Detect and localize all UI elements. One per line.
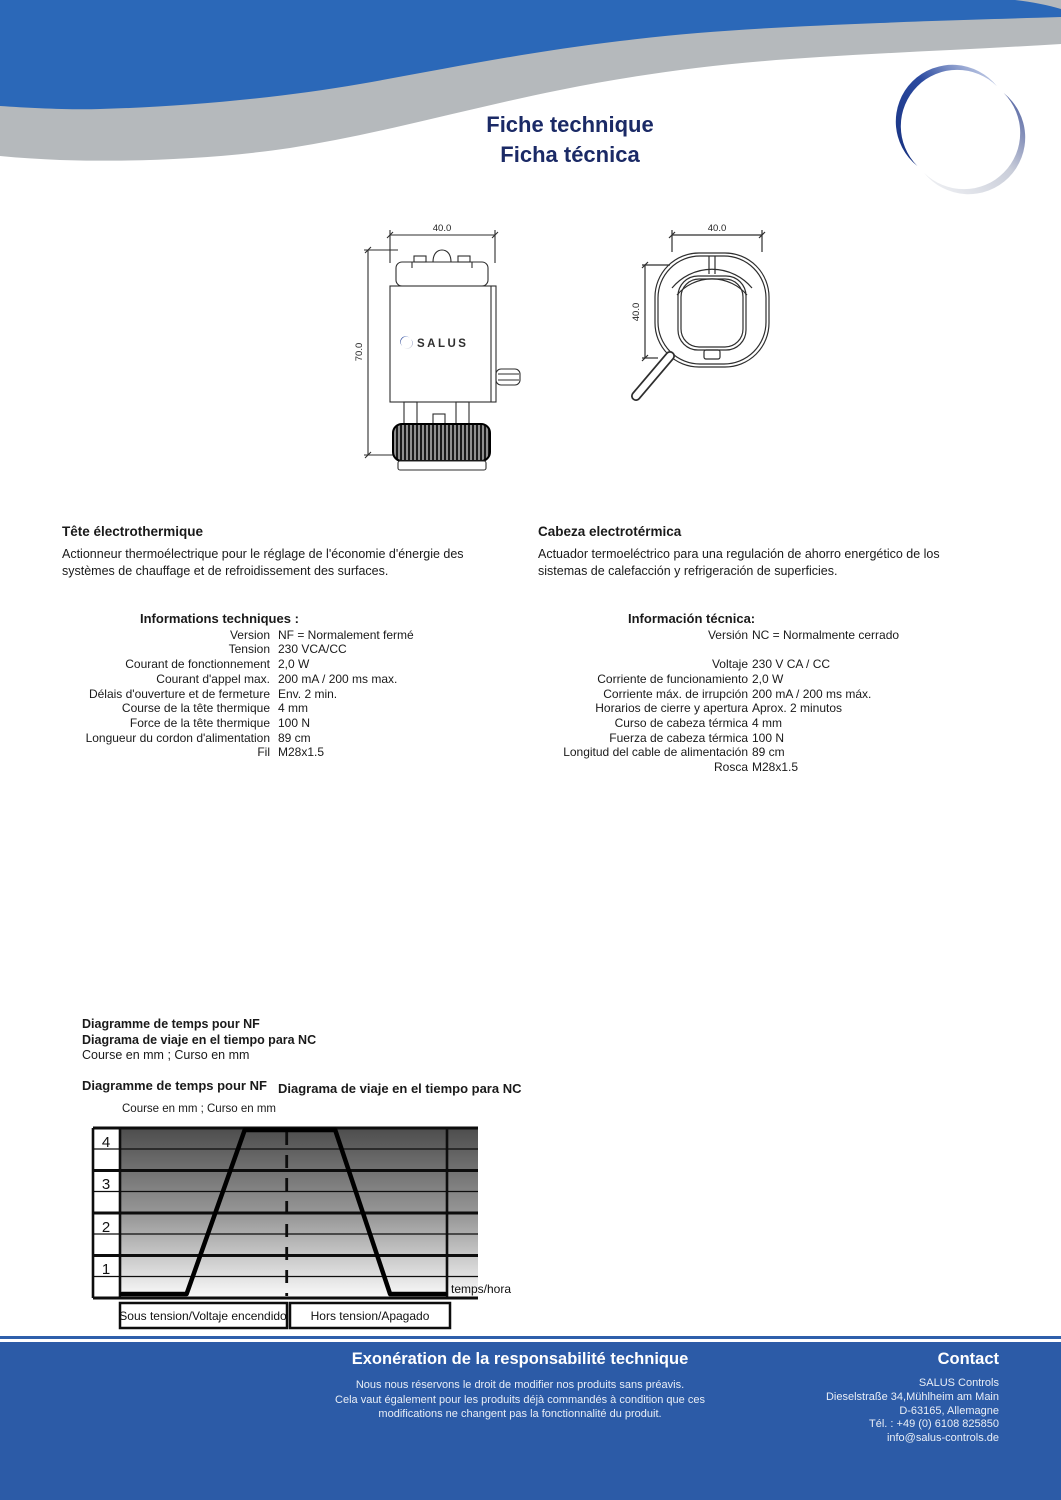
legend-label-on: Sous tension/Voltaje encendido [119, 1309, 287, 1323]
spec-label: Curso de cabeza térmica [614, 715, 748, 730]
spec-value: NC = Normalmente cerrado [752, 627, 900, 642]
diagram-heading-es: Diagrama de viaje en el tiempo para NC [82, 1032, 317, 1047]
contact-line: D-63165, Allemagne [899, 1404, 999, 1417]
section-title-fr: Tête électrothermique [62, 524, 204, 539]
spec-value: 2,0 W [278, 657, 310, 672]
spec-label: Délais d'ouverture et de fermeture [88, 686, 270, 701]
salus-mini-swirl-icon [400, 336, 412, 348]
spec-row [542, 760, 1022, 775]
disclaimer-line: Nous nous réservons le droit de modifier nos produits sans préavis. [355, 1379, 685, 1391]
disclaimer-line: Cela vaut également pour les produits déjà commandés à condition que ces [335, 1393, 705, 1406]
spec-row [62, 628, 507, 643]
top-view-drawing [642, 230, 769, 367]
spec-value: 200 mA / 200 ms máx. [752, 686, 872, 701]
spec-table-french [62, 612, 507, 760]
contact-block [669, 1350, 999, 1446]
spec-label: Longueur du cordon d'alimentation [85, 730, 270, 745]
spec-value: 4 mm [752, 715, 782, 730]
contact-title: Contact [937, 1350, 999, 1368]
diagram-subheading-fr: Diagramme de temps pour NF [82, 1078, 267, 1093]
section-french [62, 524, 494, 579]
contact-line: SALUS Controls [918, 1377, 999, 1389]
spec-row [62, 672, 507, 687]
spec-label: Force de la tête thermique [129, 715, 270, 730]
chart-legend [119, 1303, 450, 1328]
spec-value: 4 mm [278, 701, 308, 716]
spec-value: 89 cm [752, 745, 785, 760]
contact-line: Dieselstraße 34,Mühlheim am Main [825, 1390, 999, 1403]
spec-row [542, 628, 1022, 643]
page-title-fr: Fiche technique [486, 112, 654, 137]
diagram-subheading-es: Diagrama de viaje en el tiempo para NC [278, 1081, 522, 1096]
spec-label [542, 642, 748, 657]
spec-value: Aprox. 2 minutos [752, 701, 843, 716]
spec-value: M28x1.5 [278, 745, 325, 760]
spec-row [62, 657, 507, 672]
spec-value: Env. 2 min. [278, 686, 338, 701]
page-title-es: Ficha técnica [500, 142, 640, 167]
spec-label: Horarios de cierre y apertura [595, 701, 748, 716]
spec-label: Versión [707, 627, 748, 642]
spec-label: Rosca [713, 760, 748, 775]
front-view-drawing [364, 230, 520, 470]
spec-row [542, 642, 1022, 657]
footer [0, 1342, 1061, 1500]
spec-row [542, 657, 1022, 672]
technical-drawings [340, 216, 800, 478]
spec-label: Courant d'appel max. [156, 671, 270, 686]
diagram-heading-block [82, 1017, 316, 1064]
diagram-heading-fr: Diagramme de temps pour NF [82, 1017, 260, 1031]
y-tick-1: 1 [101, 1261, 111, 1278]
spec-label: Courant de fonctionnement [125, 657, 270, 672]
spec-label: Fil [257, 745, 270, 760]
front-view-brand [400, 336, 468, 350]
spec-value: NF = Normalement fermé [278, 627, 414, 642]
spec-label: Version [229, 627, 270, 642]
section-body-es: Actuador termoeléctrico para una regulación de ahorro energético de los sistemas de calefacción y refrigeración de superficies. [538, 547, 940, 578]
spec-value: 2,0 W [752, 671, 784, 686]
disclaimer-title: Exonération de la responsabilité technique [351, 1350, 689, 1368]
top-view-cable [636, 356, 670, 396]
chart-axis-caption: Course en mm ; Curso en mm [122, 1103, 277, 1115]
contact-line: info@salus-controls.de [886, 1432, 999, 1445]
spec-value: 230 VCA/CC [278, 642, 347, 657]
spec-value: M28x1.5 [752, 760, 799, 775]
spec-row [62, 745, 507, 760]
footer-divider-line [0, 1336, 1061, 1339]
top-width-dim-label: 40.0 [707, 223, 727, 234]
section-body-fr: Actionneur thermoélectrique pour le réglage de l'économie d'énergie des systèmes de chauffage et de refroidissement des surfaces. [62, 547, 464, 578]
travel-time-chart [88, 1116, 528, 1336]
y-tick-2: 2 [101, 1219, 111, 1236]
spec-value: 100 N [752, 730, 785, 745]
section-spanish [538, 524, 990, 579]
spec-label: Corriente de funcionamiento [597, 671, 748, 686]
top-height-dim-label: 40.0 [631, 302, 642, 322]
spec-table-title-fr: Informations techniques : [140, 611, 299, 626]
salus-swirl-logo-icon [893, 62, 1028, 197]
section-title-es: Cabeza electrotérmica [538, 524, 682, 539]
spec-row [542, 716, 1022, 731]
spec-row [62, 731, 507, 746]
spec-value: 200 mA / 200 ms max. [278, 671, 398, 686]
spec-row [542, 687, 1022, 702]
spec-row [62, 716, 507, 731]
front-width-dim-label: 40.0 [432, 223, 452, 234]
spec-value: 100 N [278, 715, 311, 730]
spec-row [542, 731, 1022, 746]
legend-label-off: Hors tension/Apagado [310, 1309, 430, 1323]
spec-value: 230 V CA / CC [752, 657, 831, 672]
contact-line: Tél. : +49 (0) 6108 825850 [869, 1418, 999, 1431]
spec-label: Tension [228, 642, 270, 657]
front-height-dim-label: 70.0 [354, 342, 365, 362]
chart-x-label: temps/hora [451, 1282, 512, 1296]
spec-row [542, 745, 1022, 760]
diagram-heading-units: Course en mm ; Curso en mm [82, 1048, 250, 1062]
page-title [320, 110, 820, 170]
spec-table-spanish [542, 612, 1022, 775]
spec-row [542, 701, 1022, 716]
spec-row [62, 701, 507, 716]
spec-value: 89 cm [278, 730, 311, 745]
y-tick-4: 4 [101, 1134, 111, 1151]
disclaimer-line: modifications ne changent pas la fonctionnalité du produit. [378, 1408, 662, 1420]
spec-label: Corriente máx. de irrupción [603, 686, 748, 701]
spec-row [62, 687, 507, 702]
front-view-brand-text: SALUS [417, 338, 469, 350]
spec-row [62, 642, 507, 657]
spec-label: Fuerza de cabeza térmica [609, 730, 748, 745]
spec-label: Course de la tête thermique [121, 701, 270, 716]
spec-row [542, 672, 1022, 687]
spec-label: Voltaje [711, 657, 748, 672]
y-tick-3: 3 [101, 1176, 111, 1193]
spec-table-title-es: Información técnica: [628, 611, 756, 626]
spec-label: Longitud del cable de alimentación [563, 745, 748, 760]
